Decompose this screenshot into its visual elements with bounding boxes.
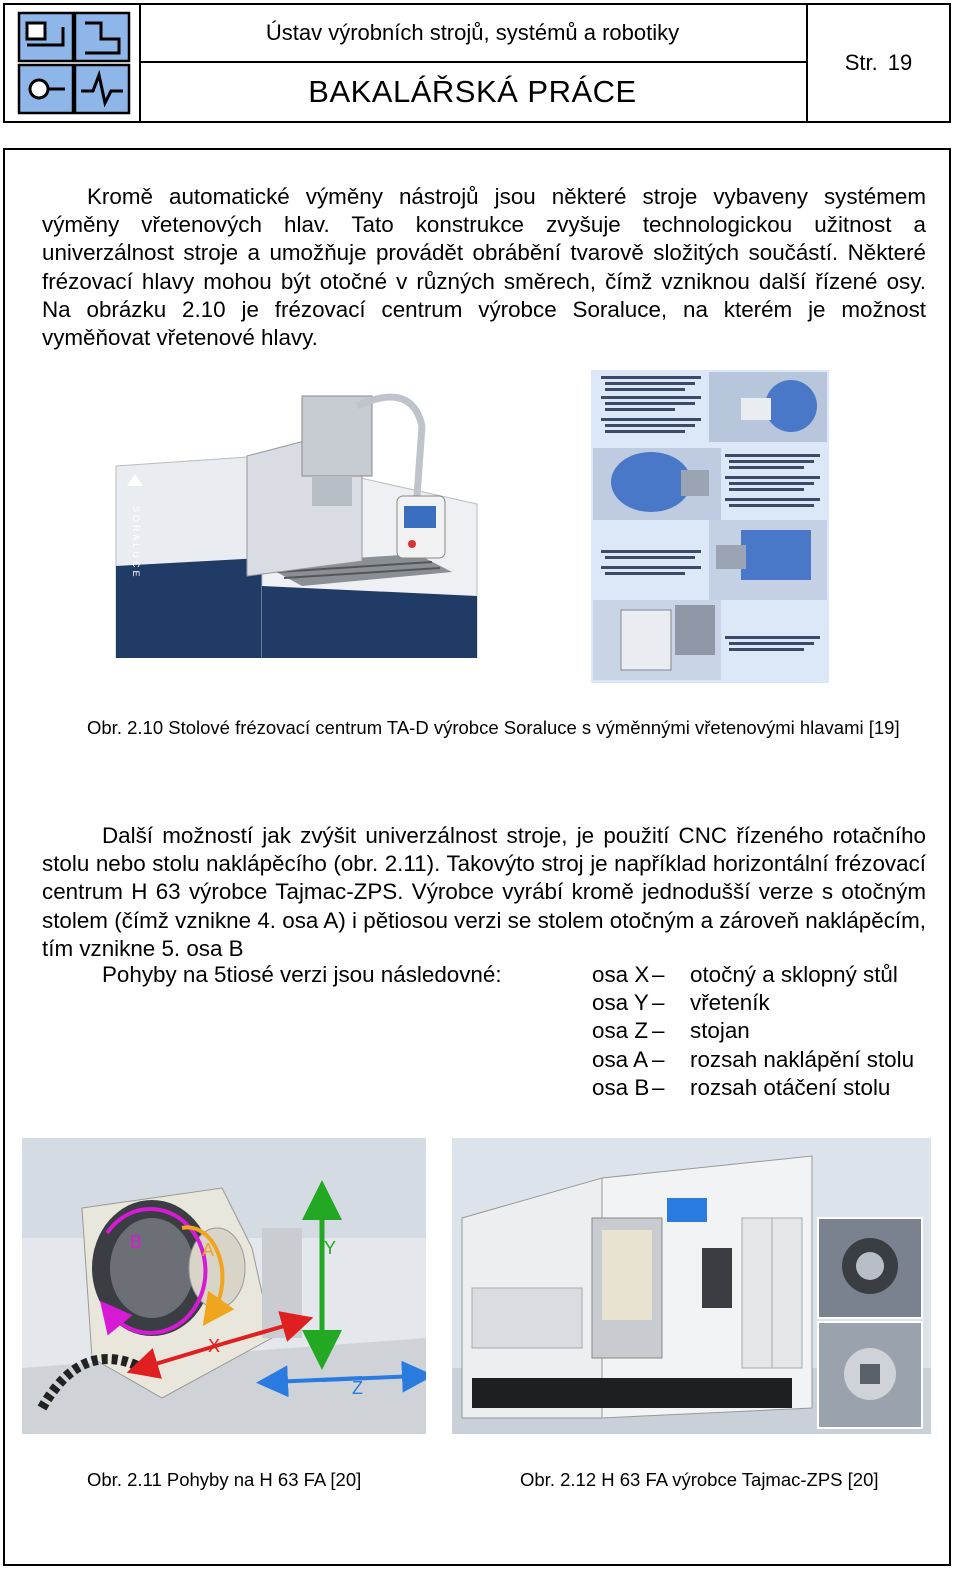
axis-label-x: X bbox=[208, 1336, 221, 1356]
page-number: 19 bbox=[887, 50, 913, 75]
motion-axis: osa A bbox=[592, 1046, 649, 1072]
motion-dash: – bbox=[652, 1074, 665, 1100]
motion-desc: vřeteník bbox=[690, 990, 770, 1016]
axis-label-z: Z bbox=[352, 1378, 363, 1398]
axis-label-a: A bbox=[202, 1240, 215, 1260]
paragraph-1 bbox=[42, 183, 926, 352]
motion-dash: – bbox=[652, 990, 665, 1016]
figure-h63-machine bbox=[452, 1138, 931, 1434]
motions-intro: Pohyby na 5tiosé verzi jsou následovné: bbox=[102, 962, 502, 987]
motion-row bbox=[592, 961, 914, 989]
motion-row bbox=[592, 1017, 914, 1045]
logo-icon bbox=[5, 5, 139, 121]
axis-label-b: B bbox=[130, 1232, 143, 1252]
thesis-type: BAKALÁŘSKÁ PRÁCE bbox=[139, 63, 808, 121]
figure-h63-motions bbox=[22, 1138, 426, 1434]
motion-desc: rozsah otáčení stolu bbox=[690, 1074, 891, 1100]
caption-figure-2-11: Obr. 2.11 Pohyby na H 63 FA [20] bbox=[87, 1469, 362, 1490]
motion-row bbox=[592, 989, 914, 1017]
figure-spindle-heads bbox=[591, 370, 829, 683]
motions-list bbox=[592, 961, 914, 1102]
paragraph-2-text: Další možností jak zvýšit univerzálnost stroje, je použití CNC řízeného rotačního stolu nebo stolu naklápěcího (obr. 2.11). Takovýto stroj je například horizontální frézovací centrum H 63 výrobce Tajmac-ZPS. Výrobce vyrábí kromě jednodušší verze s otočným stolem (čímž vznikne 4. osa A) i pětiosou verzi se stolem otočným a zároveň naklápěcím, tím vznikne 5. osa B bbox=[42, 823, 926, 961]
motion-axis: osa X bbox=[592, 962, 650, 987]
page-label: Str. bbox=[844, 50, 878, 75]
figure-soraluce-machine bbox=[112, 386, 484, 658]
soraluce-brand: SORALUCE bbox=[131, 506, 141, 580]
paragraph-1-text: Kromě automatické výměny nástrojů jsou některé stroje vybaveny systémem výměny vřetenových hlav. Tato konstrukce zvyšuje technologickou užitnost a univerzálnost stroje a umožňuje provádět obrábění tvarově složitých součástí. Některé frézovací hlavy mohou být otočné v různých směrech, čímž vzniknou další řízené osy. Na obrázku 2.10 je frézovací centrum výrobce Soraluce, na kterém je možnost vyměňovat vřetenové hlavy. bbox=[42, 184, 926, 351]
paragraph-2 bbox=[42, 822, 926, 963]
motion-axis: osa Z bbox=[592, 1018, 648, 1044]
motion-row bbox=[592, 1074, 914, 1102]
motion-desc: stojan bbox=[690, 1018, 750, 1044]
page-indicator bbox=[808, 5, 949, 121]
institute-logo bbox=[5, 5, 141, 121]
motion-dash: – bbox=[652, 1046, 665, 1072]
institute-name: Ústav výrobních strojů, systémů a robotiky bbox=[139, 5, 808, 63]
motion-axis: osa Y bbox=[592, 990, 649, 1016]
caption-figure-2-12: Obr. 2.12 H 63 FA výrobce Tajmac-ZPS [20] bbox=[520, 1469, 879, 1490]
caption-figure-2-10: Obr. 2.10 Stolové frézovací centrum TA-D výrobce Soraluce s výměnnými vřetenovými hlavami [19] bbox=[87, 717, 900, 738]
axis-label-y: Y bbox=[324, 1238, 337, 1258]
motion-desc: otočný a sklopný stůl bbox=[690, 962, 898, 987]
motion-row bbox=[592, 1046, 914, 1074]
page-header bbox=[3, 3, 951, 123]
motion-dash: – bbox=[652, 962, 665, 987]
motion-axis: osa B bbox=[592, 1074, 650, 1100]
motion-dash: – bbox=[652, 1018, 665, 1044]
motion-desc: rozsah naklápění stolu bbox=[690, 1046, 915, 1072]
